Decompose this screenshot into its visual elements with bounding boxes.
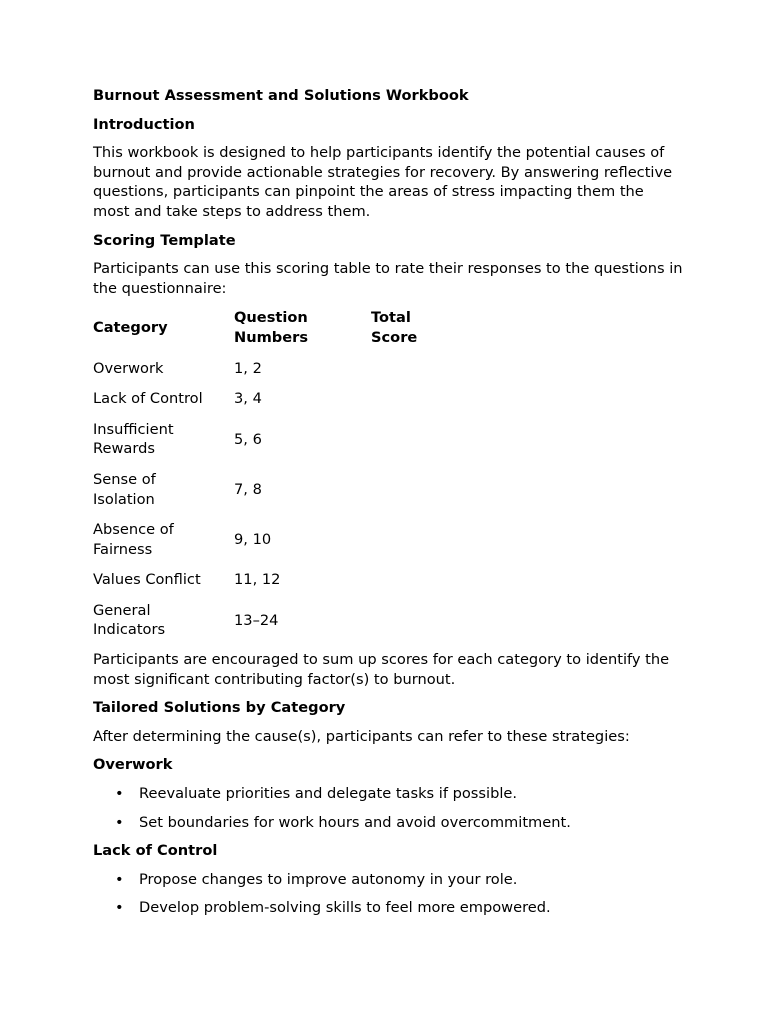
list-item-text: Set boundaries for work hours and avoid overcommitment. xyxy=(139,813,571,831)
cell-category-text: Absence of Fairness xyxy=(93,521,174,558)
column-header-total-score xyxy=(371,307,471,357)
cell-question-numbers xyxy=(234,519,371,569)
scoring-paragraph: Participants can use this scoring table to rate their responses to the questions in the questionnaire: xyxy=(93,260,683,297)
table-row xyxy=(93,358,471,389)
table-header-row xyxy=(93,307,471,357)
cell-category xyxy=(93,569,234,600)
cell-total-score xyxy=(371,388,471,419)
bullet-icon: • xyxy=(115,870,124,888)
list-item-text: Develop problem-solving skills to feel more empowered. xyxy=(139,899,551,917)
column-header-question-numbers xyxy=(234,307,371,357)
solution-list xyxy=(93,784,683,832)
bullet-icon: • xyxy=(115,813,124,831)
solution-section-heading: Lack of Control xyxy=(93,842,218,860)
cell-category-text: Values Conflict xyxy=(93,571,201,589)
cell-category xyxy=(93,388,234,419)
solutions-heading: Tailored Solutions by Category xyxy=(93,699,346,717)
scoring-table xyxy=(93,307,471,650)
cell-category-text: Insufficient Rewards xyxy=(93,420,174,458)
cell-total-score xyxy=(371,600,471,650)
cell-category xyxy=(93,469,234,519)
cell-question-numbers-text: 7, 8 xyxy=(234,480,262,498)
cell-category-text: Overwork xyxy=(93,359,164,377)
solutions-paragraph: After determining the cause(s), participants can refer to these strategies: xyxy=(93,727,630,745)
cell-question-numbers xyxy=(234,600,371,650)
cell-total-score xyxy=(371,358,471,389)
list-item xyxy=(93,870,683,890)
document-page xyxy=(93,86,683,927)
cell-total-score xyxy=(371,419,471,469)
table-row xyxy=(93,419,471,469)
cell-question-numbers-text: 11, 12 xyxy=(234,571,281,589)
table-row xyxy=(93,600,471,650)
intro-heading: Introduction xyxy=(93,115,195,133)
document-title: Burnout Assessment and Solutions Workbook xyxy=(93,87,469,104)
intro-paragraph: This workbook is designed to help participants identify the potential causes of burnout and provide actionable strategies for recovery. By answering reflective questions, participants can pinpoint the areas of stress impacting them the most and take steps to address them. xyxy=(93,144,673,220)
solution-section-heading: Overwork xyxy=(93,756,173,774)
cell-question-numbers xyxy=(234,419,371,469)
list-item-text: Propose changes to improve autonomy in your role. xyxy=(139,870,518,888)
column-header-total-score-label: Total Score xyxy=(371,309,418,346)
cell-category-text: Sense of Isolation xyxy=(93,470,156,508)
scoring-table-body xyxy=(93,358,471,651)
cell-category xyxy=(93,358,234,389)
column-header-category: Category xyxy=(93,319,168,337)
cell-question-numbers xyxy=(234,388,371,419)
cell-question-numbers-text: 1, 2 xyxy=(234,359,262,377)
cell-category xyxy=(93,600,234,650)
scoring-heading: Scoring Template xyxy=(93,231,236,249)
cell-category xyxy=(93,419,234,469)
cell-question-numbers-text: 13–24 xyxy=(234,611,279,629)
solution-sections xyxy=(93,755,683,918)
table-row xyxy=(93,519,471,569)
cell-question-numbers-text: 5, 6 xyxy=(234,430,262,448)
list-item-text: Reevaluate priorities and delegate tasks if possible. xyxy=(139,785,518,803)
solution-list xyxy=(93,870,683,918)
cell-question-numbers xyxy=(234,358,371,389)
cell-question-numbers-text: 9, 10 xyxy=(234,530,272,548)
list-item xyxy=(93,813,683,833)
cell-category-text: General Indicators xyxy=(93,601,166,639)
list-item xyxy=(93,898,683,918)
cell-total-score xyxy=(371,569,471,600)
cell-question-numbers xyxy=(234,569,371,600)
cell-question-numbers xyxy=(234,469,371,519)
cell-question-numbers-text: 3, 4 xyxy=(234,390,262,408)
cell-category xyxy=(93,519,234,569)
bullet-icon: • xyxy=(115,785,124,803)
cell-total-score xyxy=(371,469,471,519)
cell-category-text: Lack of Control xyxy=(93,390,203,408)
table-row xyxy=(93,569,471,600)
cell-total-score xyxy=(371,519,471,569)
table-row xyxy=(93,388,471,419)
list-item xyxy=(93,784,683,804)
scoring-after-paragraph: Participants are encouraged to sum up scores for each category to identify the most significant contributing factor(s) to burnout. xyxy=(93,651,670,688)
bullet-icon: • xyxy=(115,899,124,917)
table-row xyxy=(93,469,471,519)
column-header-question-numbers-label: Question Numbers xyxy=(234,309,309,346)
